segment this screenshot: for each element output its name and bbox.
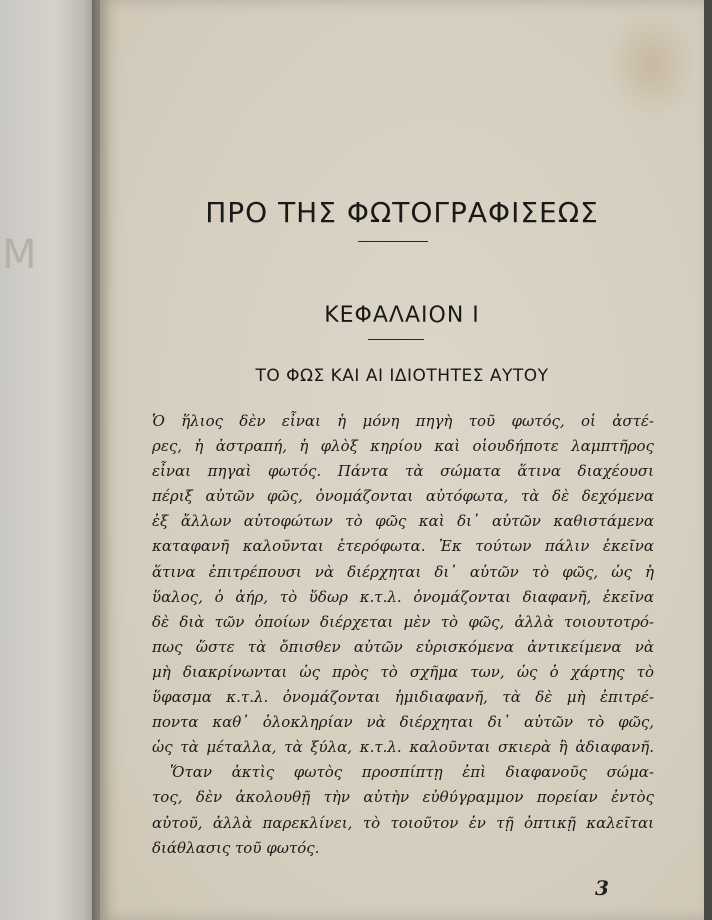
- paper-stain: [606, 10, 696, 120]
- body-line: ρες, ἡ ἀστραπή, ἡ φλὸξ κηρίου καὶ οἱουδήποτε λαμπτῆρος: [152, 437, 654, 456]
- body-line: διάθλασις τοῦ φωτός.: [152, 838, 320, 857]
- heading-rule: [358, 241, 428, 242]
- body-line: πως ὥστε τὰ ὄπισθεν αὐτῶν εὑρισκόμενα ἀντικείμενα νὰ: [152, 637, 654, 656]
- body-line: Ὁ ἥλιος δὲν εἶναι ἡ μόνη πηγὴ τοῦ φωτός, οἱ ἀστέ-: [152, 412, 654, 430]
- body-line: ὕφασμα κ.τ.λ. ὀνομάζονται ἡμιδιαφανῆ, τὰ δὲ μὴ ἐπιτρέ-: [152, 688, 654, 707]
- body-line: καταφανῆ καλοῦνται ἑτερόφωτα. Ἐκ τούτων πάλιν ἐκεῖνα: [152, 537, 654, 556]
- body-line: ἐξ ἄλλων αὐτοφώτων τὸ φῶς καὶ δι᾿ αὐτῶν καθιστάμενα: [152, 512, 654, 531]
- page-number: 3: [595, 876, 609, 900]
- left-page: [0, 0, 100, 920]
- body-line: τος, δὲν ἀκολουθῇ τὴν αὐτὴν εὐθύγραμμον πορείαν ἐντὸς: [152, 788, 654, 807]
- body-line: αὐτοῦ, ἀλλὰ παρεκλίνει, τὸ τοιοῦτον ἐν τῇ ὀπτικῇ καλεῖται: [152, 813, 654, 832]
- body-line: ποντα καθ᾿ ὁλοκληρίαν νὰ διέρχηται δι᾿ αὐτῶν τὸ φῶς,: [152, 713, 654, 732]
- body-line: Ὅταν ἀκτὶς φωτὸς προσπίπτῃ ἐπὶ διαφανοῦς σώμα-: [170, 763, 654, 782]
- body-line: ἅτινα ἐπιτρέπουσι νὰ διέρχηται δι᾿ αὐτῶν τὸ φῶς, ὡς ἡ: [152, 562, 654, 581]
- body-line: πέριξ αὐτῶν φῶς, ὀνομάζονται αὐτόφωτα, τὰ δὲ δεχόμενα: [152, 487, 654, 506]
- section-heading: ΤΟ ΦΩΣ ΚΑΙ ΑΙ ΙΔΙΟΤΗΤΕΣ ΑΥΤΟΥ: [255, 366, 549, 386]
- body-line: μὴ διακρίνωνται ὡς πρὸς τὸ σχῆμα των, ὡς ὁ χάρτης τὸ: [152, 662, 654, 681]
- body-line: δὲ διὰ τῶν ὁποίων διέρχεται μὲν τὸ φῶς, ἀλλὰ τοιουτοτρό-: [152, 612, 654, 631]
- page-heading: ΠΡΟ ΤΗΣ ΦΩΤΟΓΡΑΦΙΣΕΩΣ: [205, 196, 599, 229]
- body-text: [152, 409, 654, 861]
- page-edge: [704, 0, 712, 920]
- body-line: ὡς τὰ μέταλλα, τὰ ξύλα, κ.τ.λ. καλοῦνται σκιερὰ ἢ ἀδιαφανῆ.: [152, 738, 654, 757]
- body-line: ὕαλος, ὁ ἀήρ, τὸ ὕδωρ κ.τ.λ. ὀνομάζονται διαφανῆ, ἐκεῖνα: [152, 587, 654, 606]
- chapter-rule: [368, 339, 424, 340]
- chapter-heading: ΚΕΦΑΛΑΙΟΝ Ι: [324, 303, 480, 328]
- left-page-bleed-through-text: M: [2, 232, 39, 278]
- body-line: εἶναι πηγαὶ φωτός. Πάντα τὰ σώματα ἅτινα διαχέουσι: [152, 462, 654, 481]
- book-gutter: [92, 0, 110, 920]
